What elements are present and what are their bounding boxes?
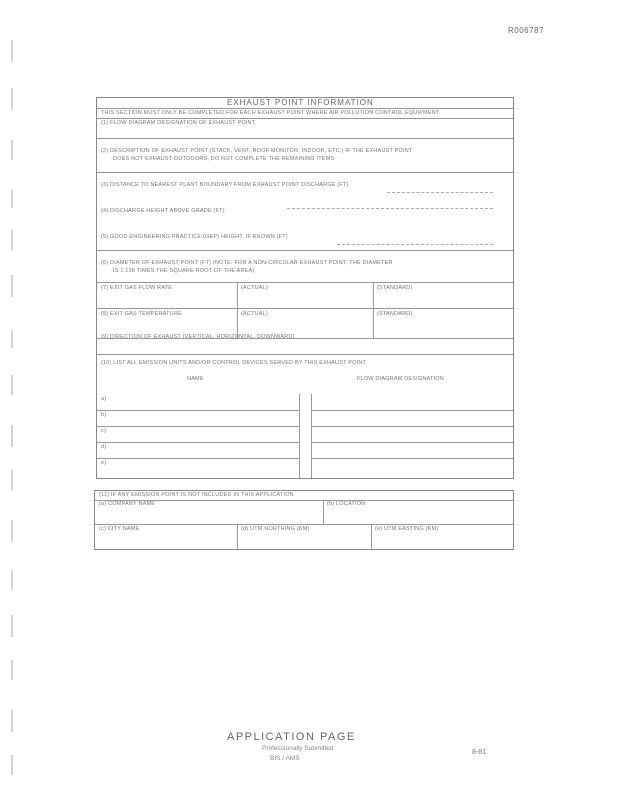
field-2-label-cont: DOES NOT EXHAUST OUTDOORS, DO NOT COMPLETE THE REMAINING ITEMS	[113, 156, 335, 162]
field-8-actual: (ACTUAL)	[241, 311, 268, 317]
field-3-input[interactable]	[387, 192, 493, 193]
field-3-label: (3) DISTANCE TO NEAREST PLANT BOUNDARY FROM EXHAUST POINT DISCHARGE (FT)	[101, 182, 349, 188]
field-7-actual: (ACTUAL)	[241, 285, 268, 291]
lower-field-c: (c) CITY NAME	[99, 526, 140, 532]
row-c-label: c)	[101, 428, 106, 434]
col-name-header: NAME	[187, 376, 204, 382]
exhaust-point-form	[96, 97, 514, 479]
lower-info-box	[94, 490, 514, 550]
lower-field-a: (a) COMPANY NAME	[99, 501, 156, 507]
row-e-label: e)	[101, 460, 107, 466]
binding-margin-marks	[4, 30, 18, 790]
field-7-label: (7) EXIT GAS FLOW RATE	[101, 285, 173, 291]
lower-field-e: (e) UTM EASTING (KM)	[375, 526, 439, 532]
field-5-input[interactable]	[337, 244, 493, 245]
field-1-label: (1) FLOW DIAGRAM DESIGNATION OF EXHAUST POINT	[101, 120, 256, 126]
lower-field-d: (d) UTM NORTHING (KM)	[241, 526, 310, 532]
field-2-label: (2) DESCRIPTION OF EXHAUST POINT (STACK, VENT, ROOF MONITOR, INDOOR, ETC.) IF THE EXHAUST POINT	[101, 148, 413, 154]
lower-heading: (11) IF ANY EMISSION POINT IS NOT INCLUDED IN THIS APPLICATION	[99, 492, 294, 498]
field-10-label: (10) LIST ALL EMISSION UNITS AND/OR CONTROL DEVICES SERVED BY THIS EXHAUST POINT	[101, 360, 367, 366]
lower-field-b: (b) LOCATION	[327, 501, 366, 507]
field-9-label: (9) DIRECTION OF EXHAUST (VERTICAL, HORIZONTAL, DOWNWARD)	[101, 334, 295, 340]
footer-title: APPLICATION PAGE	[227, 731, 356, 743]
field-8-standard: (STANDARD)	[377, 311, 413, 317]
field-6-label: (6) DIAMETER OF EXHAUST POINT (FT) (NOTE: FOR A NON-CIRCULAR EXHAUST POINT, THE DIAMETER	[101, 260, 393, 266]
page-number: 8-81	[472, 749, 487, 756]
field-4-input[interactable]	[287, 208, 493, 209]
field-5-label: (5) GOOD ENGINEERING PRACTICE (GEP) HEIGHT, IF KNOWN (FT)	[101, 234, 288, 240]
field-8-label: (8) EXIT GAS TEMPERATURE	[101, 311, 182, 317]
footer-subtitle-1: Professionally Submitted	[262, 745, 334, 752]
field-4-label: (4) DISCHARGE HEIGHT ABOVE GRADE (FT)	[101, 208, 225, 214]
row-b-label: b)	[101, 412, 107, 418]
field-7-standard: (STANDARD)	[377, 285, 413, 291]
footer-subtitle-2: BIS / AMS	[270, 755, 300, 762]
instruction-text: THIS SECTION MUST ONLY BE COMPLETED FOR EACH EXHAUST POINT WHERE AIR POLLUTION CONTROL EQUIPMENT	[101, 110, 440, 116]
section-title: EXHAUST POINT INFORMATION	[227, 98, 374, 107]
field-6-label-cont: IS 1.128 TIMES THE SQUARE ROOT OF THE AREA)	[113, 268, 255, 274]
row-a-label: a)	[101, 396, 107, 402]
document-id: R006787	[508, 26, 544, 35]
col-flow-header: FLOW DIAGRAM DESIGNATION	[357, 376, 444, 382]
row-d-label: d)	[101, 444, 107, 450]
